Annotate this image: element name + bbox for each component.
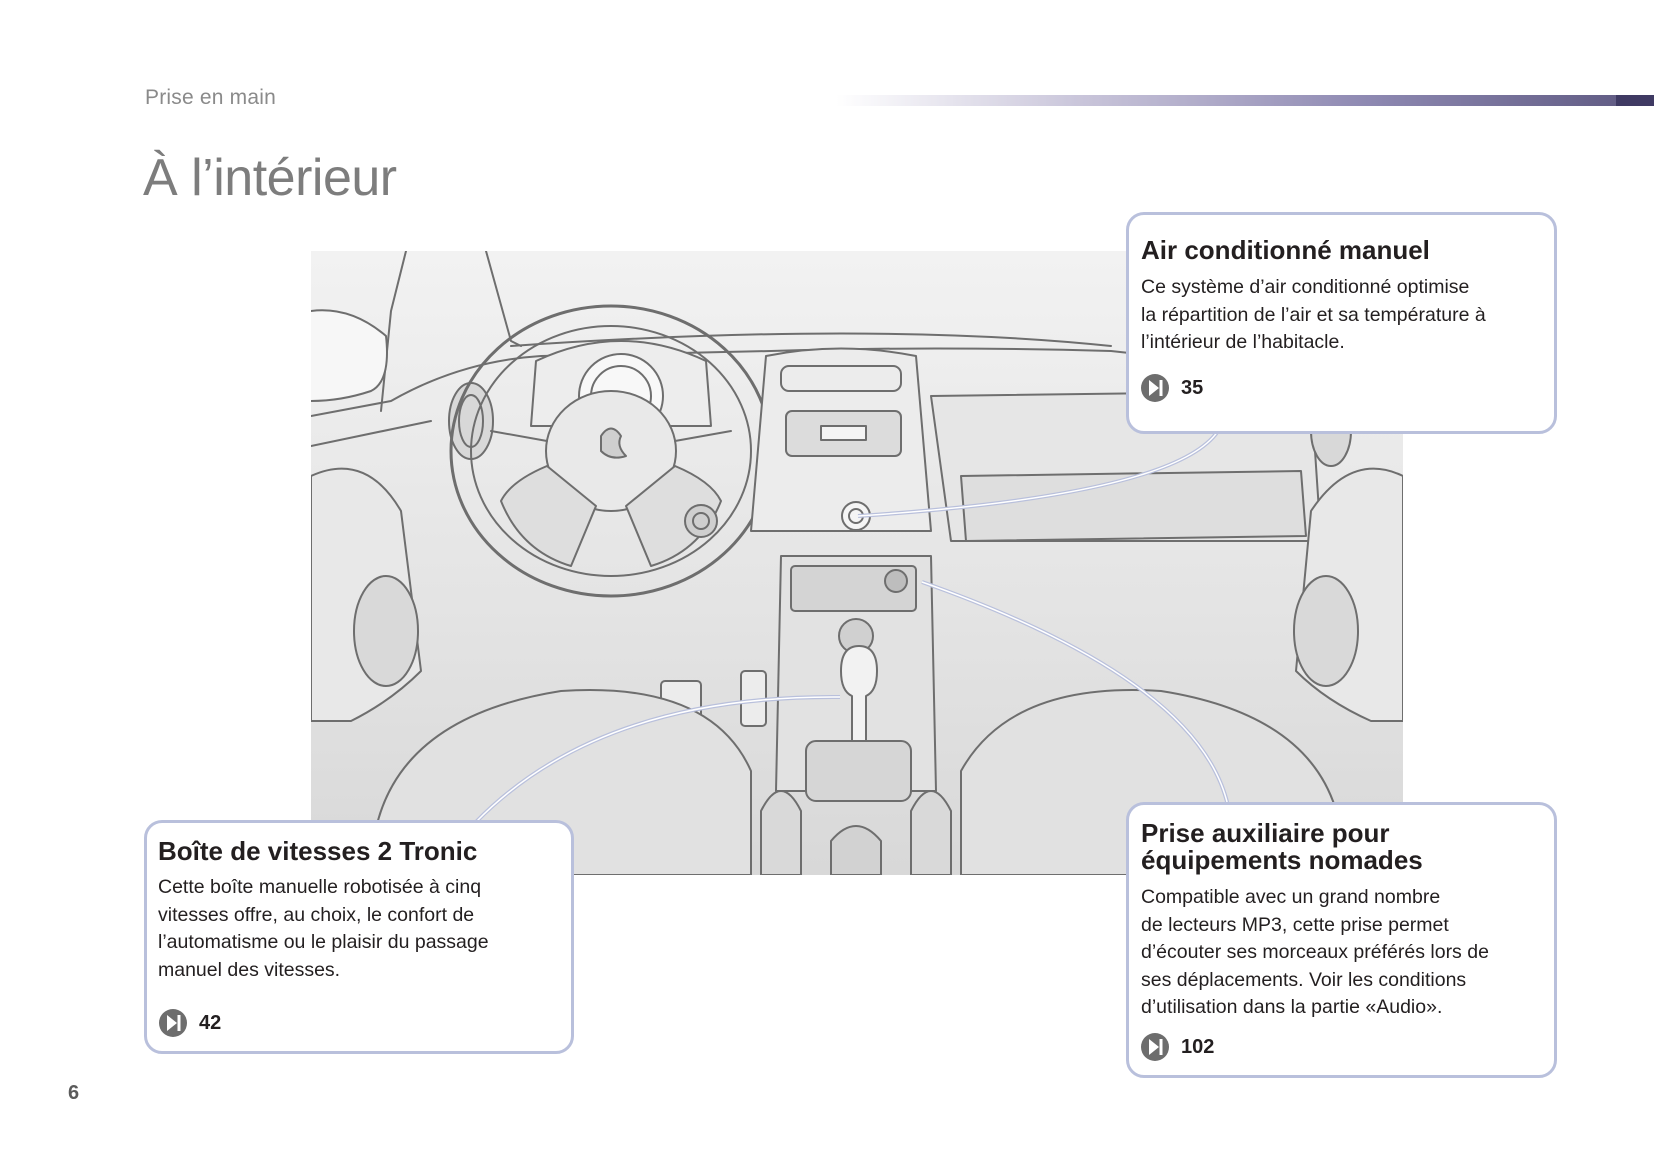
callout-gearbox	[144, 820, 574, 1054]
gearbox-line-4: manuel des vitesses.	[158, 958, 341, 981]
air-conditioning-page-number: 35	[1181, 376, 1204, 399]
next-page-icon	[1140, 1032, 1170, 1062]
gearbox-line-2: vitesses offre, au choix, le confort de	[158, 903, 475, 926]
aux-input-line-2: de lecteurs MP3, cette prise permet	[1141, 913, 1449, 936]
aux-input-page-ref[interactable]	[1140, 1032, 1214, 1062]
next-page-icon	[158, 1008, 188, 1038]
header-bar	[836, 95, 1654, 106]
air-conditioning-title: Air conditionné manuel	[1141, 235, 1430, 265]
callout-air-conditioning	[1126, 212, 1557, 434]
aux-input-line-4: ses déplacements. Voir les conditions	[1141, 968, 1467, 991]
air-conditioning-line-2: la répartition de l’air et sa température à	[1141, 303, 1486, 326]
gearbox-line-3: l’automatisme ou le plaisir du passage	[158, 931, 489, 953]
gearbox-page-number: 42	[199, 1011, 222, 1034]
page-title: À l’intérieur	[143, 149, 397, 207]
next-page-icon	[1140, 373, 1170, 403]
aux-input-line-3: d’écouter ses morceaux préférés lors de	[1141, 941, 1489, 963]
section-label: Prise en main	[145, 86, 276, 109]
gearbox-page-ref[interactable]	[158, 1008, 221, 1038]
aux-input-title-line-1: Prise auxiliaire pour	[1141, 818, 1390, 848]
aux-input-line-5: d’utilisation dans la partie «Audio».	[1141, 996, 1443, 1018]
aux-input-title-line-2: équipements nomades	[1141, 845, 1423, 875]
air-conditioning-line-1: Ce système d’air conditionné optimise	[1141, 276, 1470, 298]
page-number: 6	[68, 1082, 80, 1104]
aux-input-page-number: 102	[1181, 1035, 1215, 1058]
gearbox-line-1: Cette boîte manuelle robotisée à cinq	[158, 876, 482, 898]
air-conditioning-page-ref[interactable]	[1140, 373, 1203, 403]
aux-input-line-1: Compatible avec un grand nombre	[1141, 886, 1441, 908]
air-conditioning-line-3: l’intérieur de l’habitacle.	[1141, 331, 1345, 353]
gearbox-title: Boîte de vitesses 2 Tronic	[158, 836, 478, 866]
callout-aux-input	[1126, 802, 1557, 1078]
